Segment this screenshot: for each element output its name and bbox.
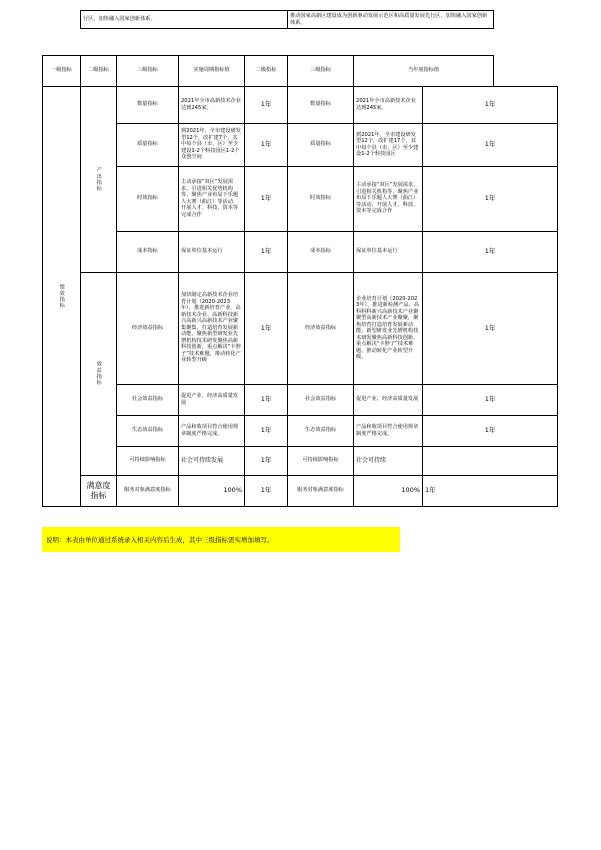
row-r2-text: 产品和收项目符合使用规章制度严格完成。: [354, 415, 423, 446]
row-r2-text: 主动承接“双区”发展需求，引进相关机构等，聚焦产业布局下乐题人大赛（曲江）等活动，开展人才、科技、资本等完成合作: [354, 166, 423, 231]
row-l2-label: 社会效益指标: [117, 384, 179, 415]
row-r1-label: 经济效益指标: [288, 272, 354, 384]
row-r2-text: 企业培育计划（2020-2023年）、推进新检测产品、高科科科新兴高新技术产业聚聚型高新技术产业聚聚，聚焦培育打造培育发展新动能，新型研发业先增机构技术研发聚焦高新科技创新，重点解决“卡脖子”技术难题，推动转化产业转型升级。: [354, 272, 423, 384]
row-year-value: 1年: [423, 272, 558, 384]
table-row: [43, 166, 558, 231]
row-r2-text: 保证单位基本运行: [354, 231, 423, 272]
row-l2-label: 可持续影响指标: [117, 446, 179, 475]
row-r2-text: 到2021年，全市建设研发型12个，改扩建17个，其中每个县（市、区）至少建设1-2个科技园区: [354, 123, 423, 166]
gap-cell: [43, 29, 81, 56]
row-period-value: 1年: [245, 123, 288, 166]
row-l2-label: 时效指标: [117, 166, 179, 231]
row-period-value: 1年: [245, 231, 288, 272]
spacer-cell: [43, 11, 81, 29]
row-year-value: 1年: [423, 123, 558, 166]
row-l3-text: 主动承接“双区”发展需求，引进相关优势机构等，聚焦产业布局下乐题人大赛（曲江）等活动，开展人才、科技、资本等完成合作: [179, 166, 245, 231]
row-r1-label: 服务对象满意度指标: [288, 475, 354, 506]
row-year-value: 1年: [423, 166, 558, 231]
row-period-value: 1年: [245, 384, 288, 415]
gap-cell-left: [81, 29, 288, 56]
row-l2-label: 数量指标: [117, 86, 179, 123]
row-l3-text: 100%: [179, 475, 245, 506]
table-row: [43, 446, 558, 475]
table-header-row: [43, 55, 558, 86]
table-row: [43, 384, 558, 415]
row-period-value: 1年: [245, 166, 288, 231]
top-notes-row: [43, 11, 558, 29]
level2-output-label: 产出指标: [95, 166, 102, 192]
table-row: [43, 415, 558, 446]
row-l3-text: 保证单位基本运行: [179, 231, 245, 272]
table-row: [43, 231, 558, 272]
row-period-value: 1年: [245, 415, 288, 446]
header-level3-left: 三级指标: [117, 55, 179, 86]
row-period-value: 1年: [245, 446, 288, 475]
row-year-value: 1年: [423, 231, 558, 272]
row-l2-label: 经济效益指标: [117, 272, 179, 384]
satisfaction-row: [43, 475, 558, 506]
row-l3-text: 到2021年，全市建设研发型12个，改扩建7个，其中每个县（市、区）至少建设1-2个科技园区1-2个众创空间: [179, 123, 245, 166]
row-r2-text: 2021年全市高新技术企业达到245家。: [354, 86, 423, 123]
row-l2-label: 成本指标: [117, 231, 179, 272]
row-r1-label: 成本指标: [288, 231, 354, 272]
row-l3-text: 社会可持续发展: [179, 446, 245, 475]
row-r2-text: 社会可持续: [354, 446, 423, 475]
row-period-value: 1年: [245, 86, 288, 123]
footer-note: 说明：本表由单位通过系统录入相关内容后生成，其中三级指标需实增加填写。: [42, 527, 400, 552]
row-period-value: 1年: [245, 475, 288, 506]
row-r1-label: 质量指标: [288, 123, 354, 166]
row-r1-label: 可持续影响指标: [288, 446, 354, 475]
top-note-right: 推动国家高新区建设成为创新驱动发展示范区和高质量发展先行区，加快融入国家创新体系。: [288, 11, 494, 29]
header-current-year-value: 当年度指标值: [354, 55, 494, 86]
row-l3-text: 2021年全市高新技术企业达到245家。: [179, 86, 245, 123]
row-r1-label: 数量指标: [288, 86, 354, 123]
level1-satisfaction-label: 满意度指标: [81, 475, 117, 506]
table-row: [43, 86, 558, 123]
gap-row: [43, 29, 558, 56]
level2-output-cell: [81, 86, 117, 272]
header-level1: 一级指标: [43, 55, 81, 86]
table-row: [43, 123, 558, 166]
row-l3-text: 促进产业、经济高质量发展: [179, 384, 245, 415]
row-l2-label: 质量指标: [117, 123, 179, 166]
level1-performance-cell: [43, 86, 81, 506]
row-l2-label: 生态效益指标: [117, 415, 179, 446]
row-l3-text: 加快制定高新技术企业培育计划（2020-2023年），推进新培育产业、高新技术企业、高新科技新兴高新兴高新技术产业聚集聚集，打造培育发展新动能，聚焦新型研发业先增机构技术研发聚焦高新科技创新，重点解决“卡脖子”技术难题，推动转化产业转型升级: [179, 272, 245, 384]
level2-benefit-cell: [81, 272, 117, 475]
row-year-value: 1年: [423, 384, 558, 415]
header-period-value: 实施周期指标值: [179, 55, 245, 86]
row-period-value: 1年: [245, 272, 288, 384]
row-r1-label: 时效指标: [288, 166, 354, 231]
gap-cell-right: [288, 29, 494, 56]
row-r2-text: 100%: [354, 475, 423, 506]
row-year-value: 1年: [423, 475, 558, 506]
header-level2-right: 二级指标: [245, 55, 288, 86]
level2-benefit-label: 效益指标: [95, 361, 102, 386]
row-year-value: 1年: [423, 415, 558, 446]
row-r2-text: 促进产业、经济高质量发展: [354, 384, 423, 415]
row-l2-label: 服务对象满意度指标: [117, 475, 179, 506]
header-level2-left: 二级指标: [81, 55, 117, 86]
table-row: [43, 272, 558, 384]
row-year-value: [423, 446, 558, 475]
performance-indicator-table: [42, 10, 558, 507]
row-l3-text: 产品和收项目符合使用规章制度严格完成。: [179, 415, 245, 446]
row-r1-label: 社会效益指标: [288, 384, 354, 415]
top-note-left: 行区，加快融入国家创新体系。: [81, 11, 288, 29]
header-level3-right: 三级指标: [288, 55, 354, 86]
row-year-value: 1年: [423, 86, 558, 123]
row-r1-label: 生态效益指标: [288, 415, 354, 446]
level1-performance-label: 绩效指标: [58, 283, 65, 309]
